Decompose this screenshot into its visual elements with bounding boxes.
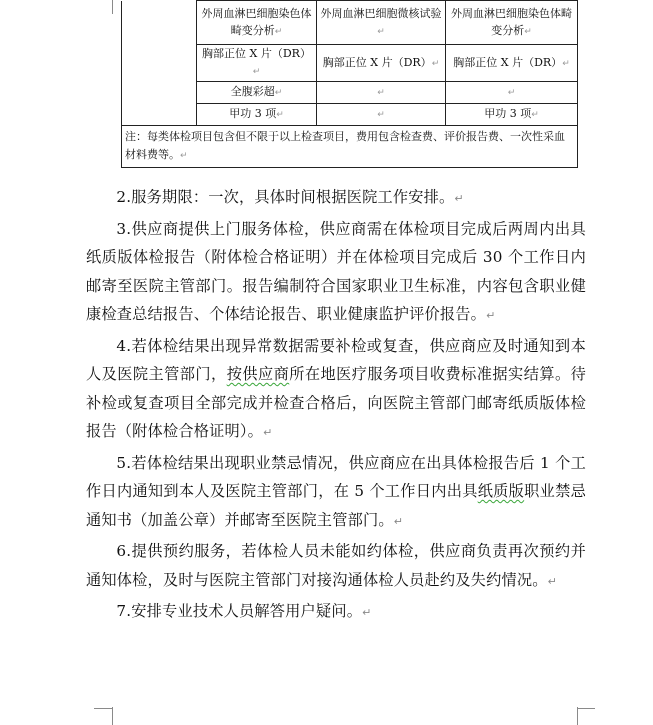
paragraph[interactable]: 7.安排专业技术人员解答用户疑问。↵ [116,602,372,620]
table-note[interactable]: 注：每类体检项目包含但不限于以上检查项目，费用包含检查费、评价报告费、一次性采血材料费等。↵ [122,126,578,168]
table-cell[interactable]: 外周血淋巴细胞微核试验↵ [317,1,446,45]
table-cell[interactable]: ↵ [317,104,446,126]
margin-mark-top-left [112,0,113,14]
margin-mark-bottom-left [112,707,113,725]
margin-mark-bottom-left-h [94,708,112,709]
table-cell[interactable]: 全腹彩超↵ [197,82,317,104]
document-body[interactable] [86,183,586,628]
table-cell-blank [122,1,197,126]
table-cell[interactable]: 外周血淋巴细胞染色体畸变分析↵ [197,1,317,45]
table-cell[interactable]: 胸部正位 X 片（DR）↵ [446,45,578,82]
margin-mark-bottom-right [577,707,578,725]
paragraph[interactable]: 2.服务期限：一次，具体时间根据医院工作安排。↵ [116,188,464,206]
table-cell[interactable]: ↵ [317,82,446,104]
table-row [122,126,578,168]
paragraph[interactable]: 4.若体检结果出现异常数据需要补检或复查，供应商应及时通知到本人及医院主管部门，按供应商所在地医疗服务项目收费标准据实结算。待补检或复查项目全部完成并检查合格后，向医院主管部门邮寄纸质版体检报告（附体检合格证明）。↵ [86,336,586,440]
spellcheck-underline: 纸质版 [477,482,525,500]
exam-items-table [121,0,578,168]
paragraph[interactable]: 3.供应商提供上门服务体检，供应商需在体检项目完成后两周内出具纸质版体检报告（附体检合格证明）并在体检项目完成后 30 个工作日内邮寄至医院主管部门。报告编制符合国家职业卫生标准，内容包含职业健康检查总结报告、个体结论报告、职业健康监护评价报告。↵ [86,219,586,323]
table-cell[interactable]: 甲功 3 项↵ [197,104,317,126]
margin-mark-bottom-right-h [577,708,595,709]
table-cell[interactable]: 胸部正位 X 片（DR）↵ [317,45,446,82]
paragraph[interactable]: 5.若体检结果出现职业禁忌情况，供应商应在出具体检报告后 1 个工作日内通知到本人及医院主管部门，在 5 个工作日内出具纸质版职业禁忌通知书（加盖公章）并邮寄至医院主管部门。↵ [86,453,586,529]
table-row [122,1,578,45]
paragraph[interactable]: 6.提供预约服务，若体检人员未能如约体检，供应商负责再次预约并通知体检，及时与医院主管部门对接沟通体检人员赴约及失约情况。↵ [86,542,586,589]
table-cell[interactable]: ↵ [446,82,578,104]
table-cell[interactable]: 外周血淋巴细胞染色体畸变分析↵ [446,1,578,45]
spellcheck-underline: 按供应商 [226,365,290,383]
table-cell[interactable]: 甲功 3 项↵ [446,104,578,126]
table-cell[interactable]: 胸部正位 X 片（DR）↵ [197,45,317,82]
